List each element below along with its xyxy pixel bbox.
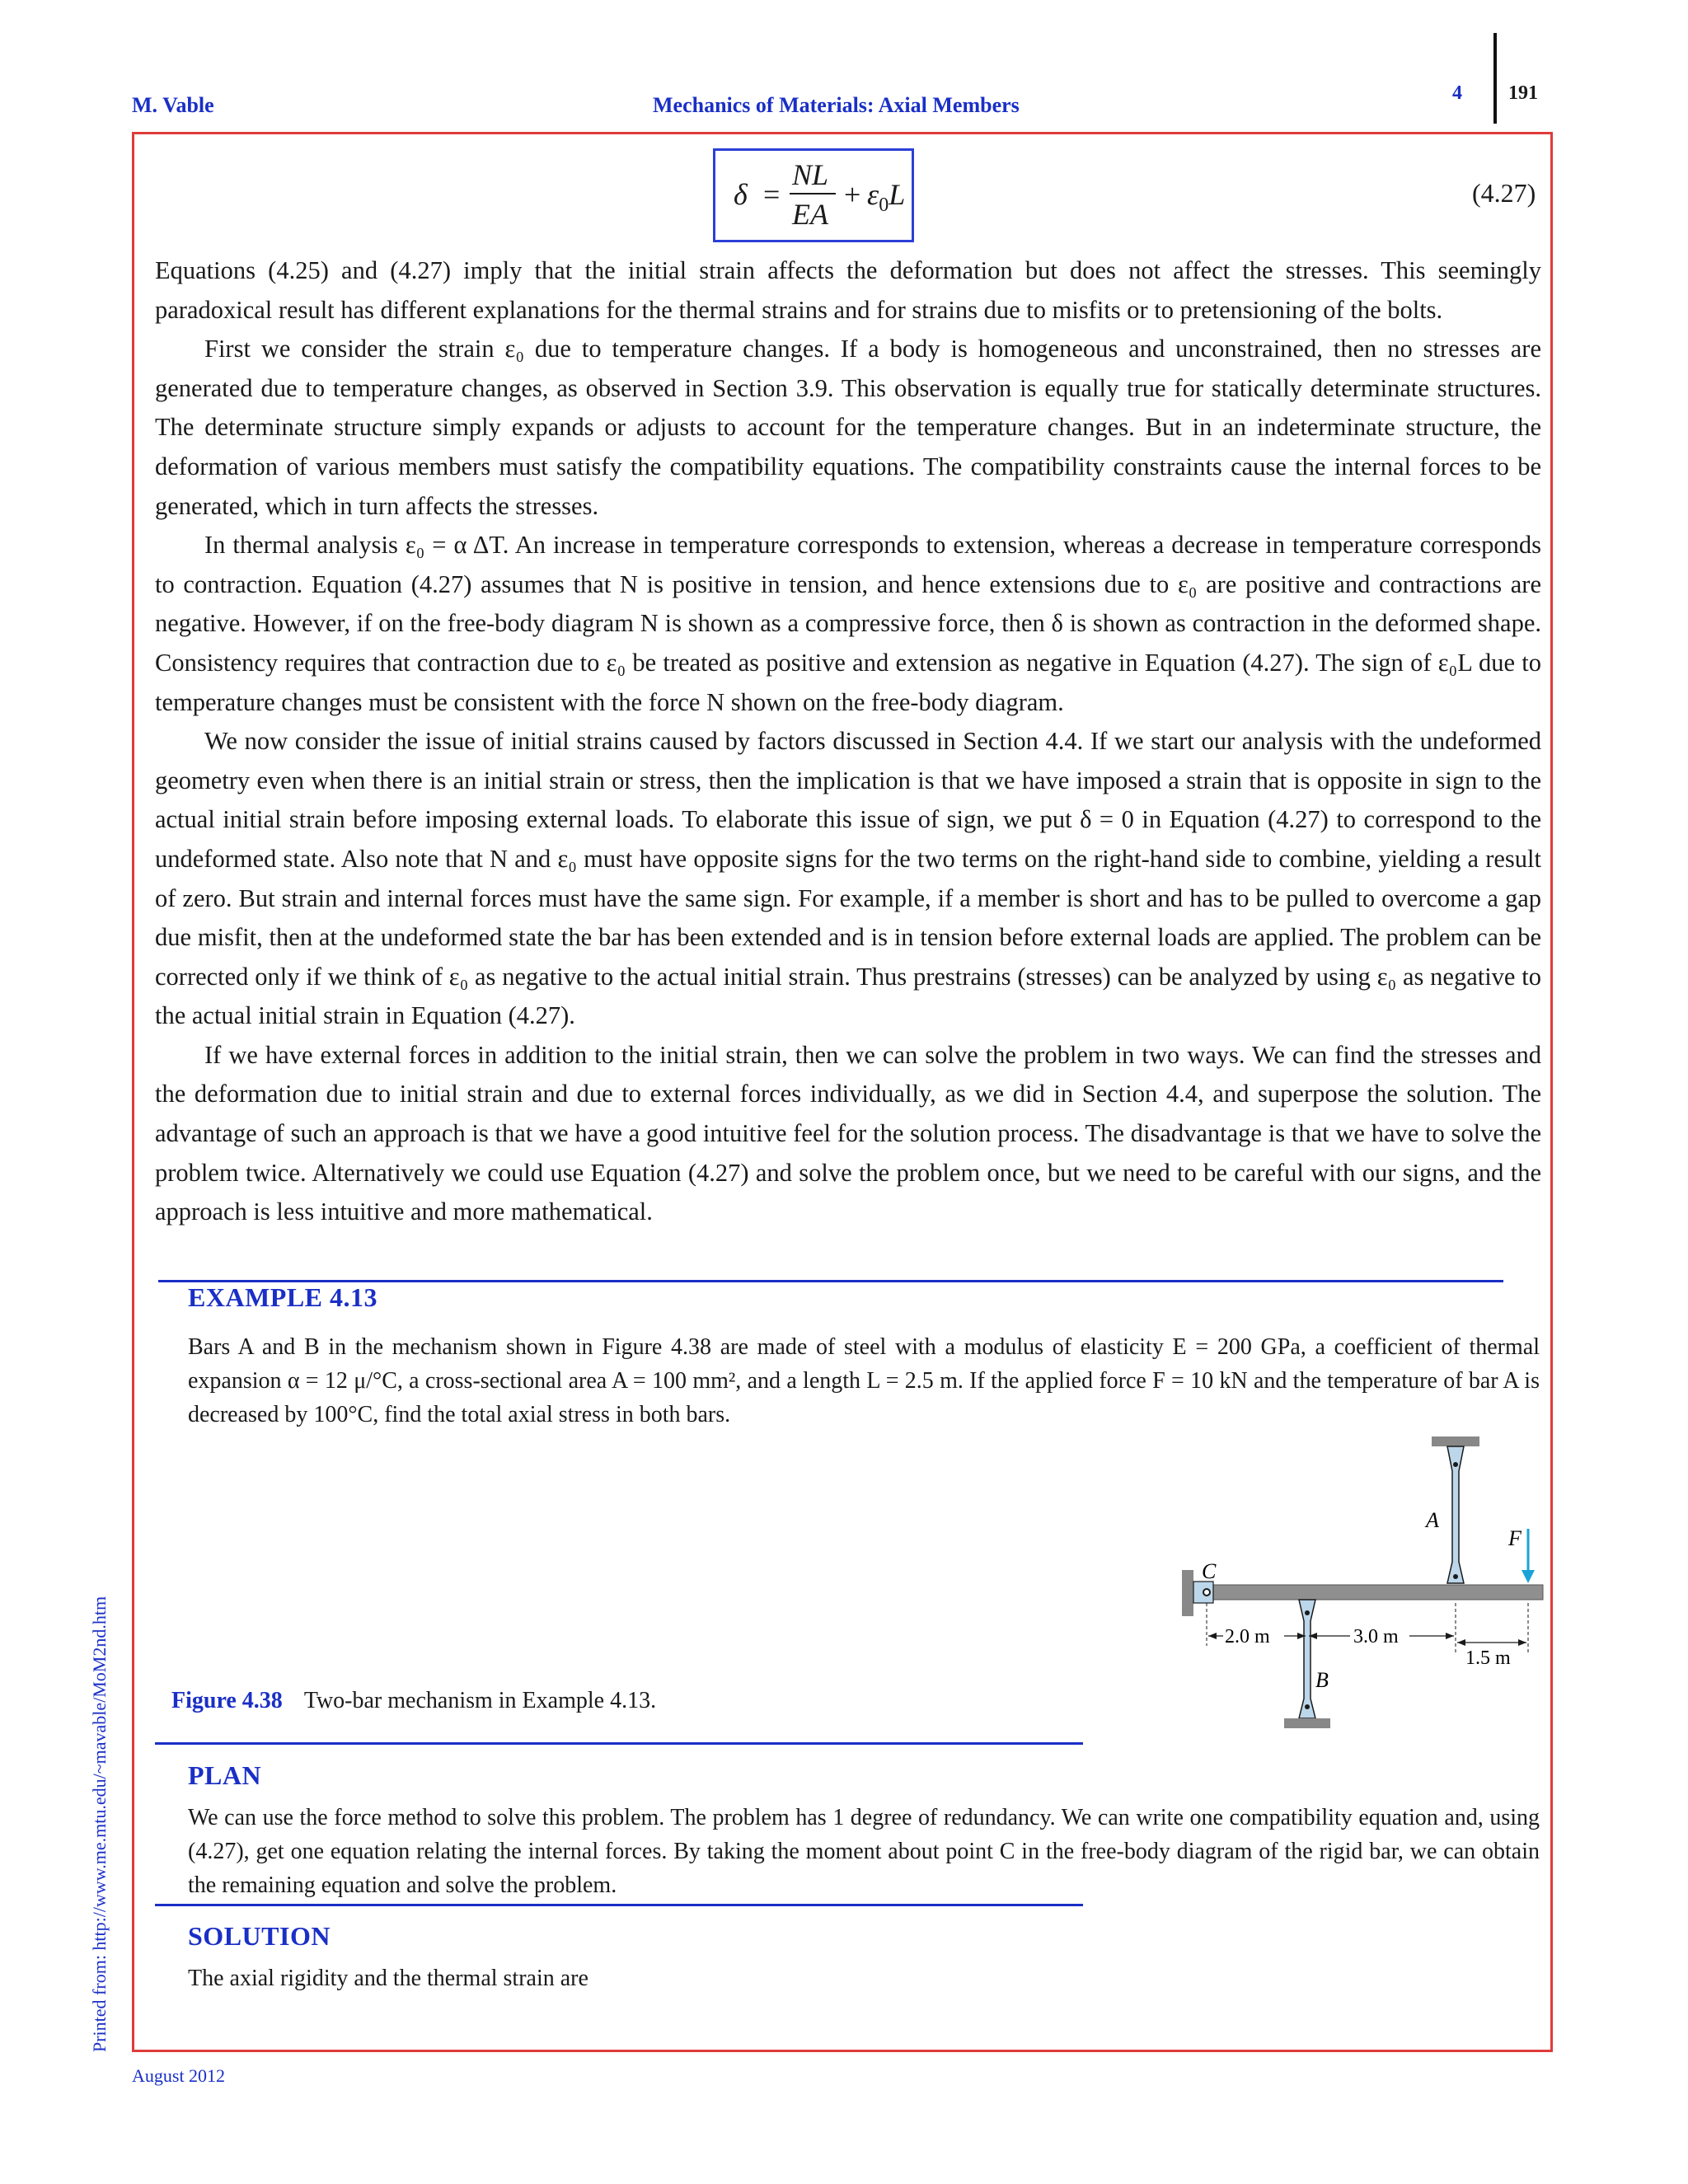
example-text bbox=[188, 1330, 1540, 1432]
support-bottom bbox=[1284, 1718, 1330, 1728]
solution-title: SOLUTION bbox=[188, 1921, 331, 1951]
dim-arrow bbox=[1208, 1633, 1217, 1639]
dim-arrow bbox=[1518, 1639, 1526, 1646]
equation-box: δ = NL EA + $\varepsilon_0L$ bbox=[713, 148, 914, 242]
pin-a-bottom bbox=[1453, 1574, 1458, 1579]
force-f-arrowhead bbox=[1522, 1570, 1535, 1583]
label-b: B bbox=[1315, 1668, 1329, 1692]
pin-c bbox=[1203, 1589, 1210, 1596]
printed-from-note: Printed from: http://www.me.mtu.edu/~mavable/MoM2nd.htm bbox=[89, 1596, 110, 2052]
plan-text bbox=[188, 1801, 1540, 1902]
footer-date: August 2012 bbox=[132, 2065, 226, 2086]
pin-b-bottom bbox=[1305, 1704, 1310, 1709]
example-statement: Bars A and B in the mechanism shown in Figure 4.38 are made of steel with a modulus of elasticity E = 200 GPa, a coefficient of thermal expansion α = 12 μ/°C, a cross-sectional area A = 100 mm², and a length L = 2.5 m. If the applied force F = 10 kN and the temperature of bar A is decreased by 100°C, find the total axial stress in both bars. bbox=[188, 1334, 1540, 1427]
support-top bbox=[1432, 1436, 1479, 1446]
page-number: 191 bbox=[1508, 82, 1538, 104]
paragraph: In thermal analysis ε₀ = α ΔT. An increase in temperature corresponds to extension, whereas a decrease in temperature corresponds to contraction. Equation (4.27) assumes that N is positive in tension, and hence extensions due to ε₀ are positive and contractions are negative. However, if on the free-body diagram N is shown as a compressive force, then δ is shown as contraction in the deformed shape. Consistency requires that contraction due to ε₀ be treated as positive and extension as negative in Equation (4.27). The sign of ε₀L due to temperature changes must be consistent with the force N shown on the free-body diagram. bbox=[155, 531, 1541, 716]
label-a: A bbox=[1426, 1508, 1439, 1532]
paragraph: We now consider the issue of initial strains caused by factors discussed in Section 4.4. If we start our analysis with the undeformed geometry even when there is an initial strain or stress, then the implication is that we have imposed a strain that is opposite in sign to the actual initial strain before imposing external loads. To elaborate this issue of sign, we put δ = 0 in Equation (4.27) to correspond to the undeformed state. Also note that N and ε₀ must have opposite signs for the two terms on the right-hand side to combine, yielding a result of zero. But strain and internal forces must have the same sign. For example, if a member is short and has to be pulled to overcome a gap due misfit, then at the undeformed state the bar has been extended and is in tension before external loads are applied. The problem can be corrected only if we think of ε₀ as negative to the actual initial strain. Thus prestrains (stresses) can be analyzed by using ε₀ as negative to the actual initial strain in Equation (4.27). bbox=[155, 727, 1541, 1030]
paragraph: First we consider the strain ε₀ due to temperature changes. If a body is homogeneous and unconstrained, then no stresses are generated due to temperature changes, as observed in Section 3.9. This observation is equally true for statically determinate structures. The determinate structure simply expands or adjusts to account for the temperature changes. But in an indeterminate structure, the deformation of various members must satisfy the compatibility equations. The compatibility constraints cause the internal forces to be generated, which in turn affects the stresses. bbox=[155, 335, 1541, 520]
wall-support bbox=[1182, 1570, 1193, 1616]
pin-a-top bbox=[1453, 1462, 1458, 1467]
plan-statement: We can use the force method to solve this problem. The problem has 1 degree of redundancy. We can write one compatibility equation and, using (4.27), get one equation relating the internal forces. By taking the moment about point C in the free-body diagram of the rigid bar, we can obtain the remaining equation and solve the problem. bbox=[188, 1805, 1540, 1898]
figure-label: Figure 4.38 bbox=[171, 1688, 283, 1713]
plan-rule bbox=[155, 1742, 1083, 1745]
solution-rule bbox=[155, 1904, 1083, 1906]
figure-caption bbox=[171, 1688, 656, 1714]
dim-arrow bbox=[1446, 1633, 1454, 1639]
equation-number: (4.27) bbox=[1472, 178, 1536, 208]
plan-title: PLAN bbox=[188, 1760, 262, 1790]
dim-arrow bbox=[1457, 1639, 1465, 1646]
body-text bbox=[155, 251, 1541, 1232]
example-title: EXAMPLE 4.13 bbox=[188, 1282, 377, 1312]
dim-2m: 2.0 m bbox=[1225, 1626, 1270, 1647]
paragraph: Equations (4.25) and (4.27) imply that the initial strain affects the deformation but does not affect the stresses. This seemingly paradoxical result has different explanations for the thermal strains and for strains due to misfits or to pretensioning of the bolts. bbox=[155, 256, 1541, 324]
bar-b bbox=[1299, 1600, 1315, 1718]
dim-3m: 3.0 m bbox=[1353, 1626, 1399, 1647]
rigid-bar bbox=[1210, 1585, 1543, 1600]
solution-statement: The axial rigidity and the thermal strain are bbox=[188, 1966, 588, 1991]
pin-b-top bbox=[1305, 1610, 1310, 1615]
solution-text bbox=[188, 1961, 1540, 1995]
label-c: C bbox=[1202, 1559, 1217, 1583]
figure-caption-text: Two-bar mechanism in Example 4.13. bbox=[303, 1688, 657, 1713]
paragraph: If we have external forces in addition to the initial strain, then we can solve the problem in two ways. We can find the stresses and the deformation due to initial strain and due to external forces individually, as we did in Section 4.4, and superpose the solution. The advantage of such an approach is that we have a good intuitive feel for the solution process. The disadvantage is that we have to solve the problem twice. Alternatively we could use Equation (4.27) and solve the problem once, but we need to be careful with our signs, and the approach is less intuitive and more mathematical. bbox=[155, 1040, 1541, 1226]
dim-1-5m: 1.5 m bbox=[1465, 1647, 1511, 1669]
header-divider bbox=[1493, 33, 1497, 124]
two-bar-mechanism-figure bbox=[1170, 1430, 1550, 1735]
label-f: F bbox=[1508, 1526, 1522, 1550]
book-title: Mechanics of Materials: Axial Members bbox=[653, 93, 1020, 117]
author-name: M. Vable bbox=[132, 93, 214, 117]
chapter-number: 4 bbox=[1452, 82, 1462, 104]
